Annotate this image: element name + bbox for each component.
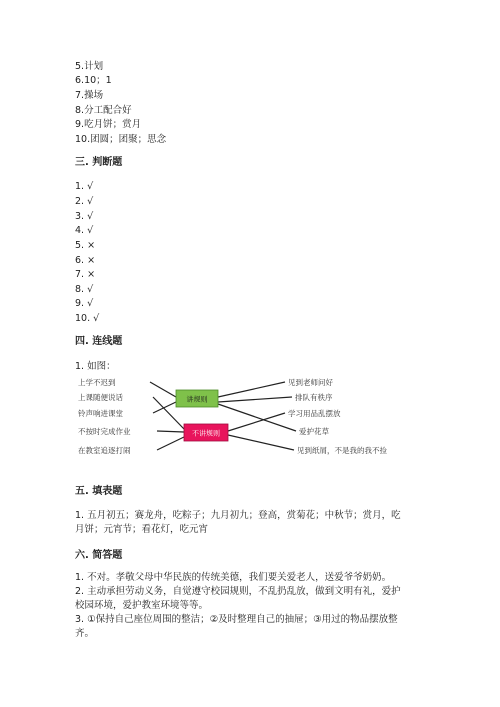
- fill-answer-5: 5.计划: [75, 61, 104, 72]
- table-answer: [75, 509, 420, 537]
- link-line-l3: [153, 402, 176, 413]
- link-line-r2: [218, 397, 292, 402]
- judge-answer-4: 4. √: [75, 225, 94, 236]
- short-answers: [75, 571, 420, 641]
- judge-answer-1: 1. √: [75, 181, 94, 192]
- judge-answer-9: 9. √: [75, 298, 94, 309]
- right-item-3: 学习用品乱摆放: [288, 409, 341, 418]
- left-item-2: 上课随便说话: [78, 393, 123, 402]
- right-item-4: 爱护花草: [299, 427, 329, 436]
- fill-answer-7: 7.操场: [75, 90, 104, 101]
- link-line-r1: [218, 382, 285, 397]
- section-heading-short: 六. 简答题: [75, 550, 123, 561]
- link-line-r4: [228, 413, 285, 431]
- table-answer-line-1: 1. 五月初五；赛龙舟，吃粽子；九月初九；登高，赏菊花；中秋节；赏月，吃: [75, 510, 401, 521]
- section-heading-connect: 四. 连线题: [75, 336, 123, 347]
- section-heading-table: 五. 填表题: [75, 486, 123, 497]
- link-line-l5: [157, 437, 184, 450]
- center-label-bad: 不讲规则: [192, 429, 220, 438]
- link-line-l1: [150, 382, 176, 397]
- short-answer-1: 1. 不对。孝敬父母中华民族的传统美德，我们要关爱老人，送爱爷爷奶奶。: [75, 572, 392, 583]
- right-item-5: 见到纸屑，不是我的我不捡: [297, 446, 387, 455]
- judge-answer-2: 2. √: [75, 196, 94, 207]
- judge-answer-10: 10. √: [75, 313, 100, 324]
- short-answer-2-line-2: 校园环境，爱护教室环境等等。: [75, 600, 209, 611]
- left-item-3: 铃声响进课堂: [78, 409, 123, 418]
- right-item-1: 见到老师问好: [288, 378, 333, 387]
- matching-diagram: [70, 370, 420, 470]
- judge-answer-6: 6. ×: [75, 255, 96, 266]
- fill-answer-10: 10.团圆；团聚；思念: [75, 134, 167, 145]
- left-item-1: 上学不迟到: [78, 378, 116, 387]
- short-answer-3-line-2: 齐。: [75, 628, 95, 639]
- link-line-r5: [228, 435, 294, 450]
- judge-answer-5: 5. ×: [75, 240, 96, 251]
- judge-answer-7: 7. ×: [75, 269, 96, 280]
- left-item-4: 不按时完成作业: [78, 427, 131, 436]
- section-heading-judge: 三. 判断题: [75, 157, 123, 168]
- left-item-5: 在教室追逐打闹: [78, 446, 131, 455]
- connect-note: 1. 如图：: [75, 361, 116, 372]
- table-answer-line-2: 月饼；元宵节；看花灯，吃元宵: [75, 524, 209, 535]
- fill-answer-8: 8.分工配合好: [75, 105, 132, 116]
- link-line-l4: [157, 431, 184, 432]
- right-item-2: 排队有秩序: [295, 393, 333, 402]
- center-label-good: 讲规则: [186, 395, 208, 404]
- judge-answer-8: 8. √: [75, 284, 94, 295]
- judge-answer-3: 3. √: [75, 211, 94, 222]
- link-line-r3: [218, 404, 296, 431]
- short-answer-2-line-1: 2. 主动承担劳动义务，自觉遵守校园规则，不乱扔乱放，做到文明有礼，爱护: [75, 586, 401, 597]
- fill-answer-6: 6.10；1: [75, 75, 112, 86]
- fill-answer-9: 9.吃月饼；赏月: [75, 119, 142, 130]
- short-answer-3-line-1: 3. ①保持自己座位周围的整洁；②及时整理自己的抽屉；③用过的物品摆放整: [75, 614, 398, 625]
